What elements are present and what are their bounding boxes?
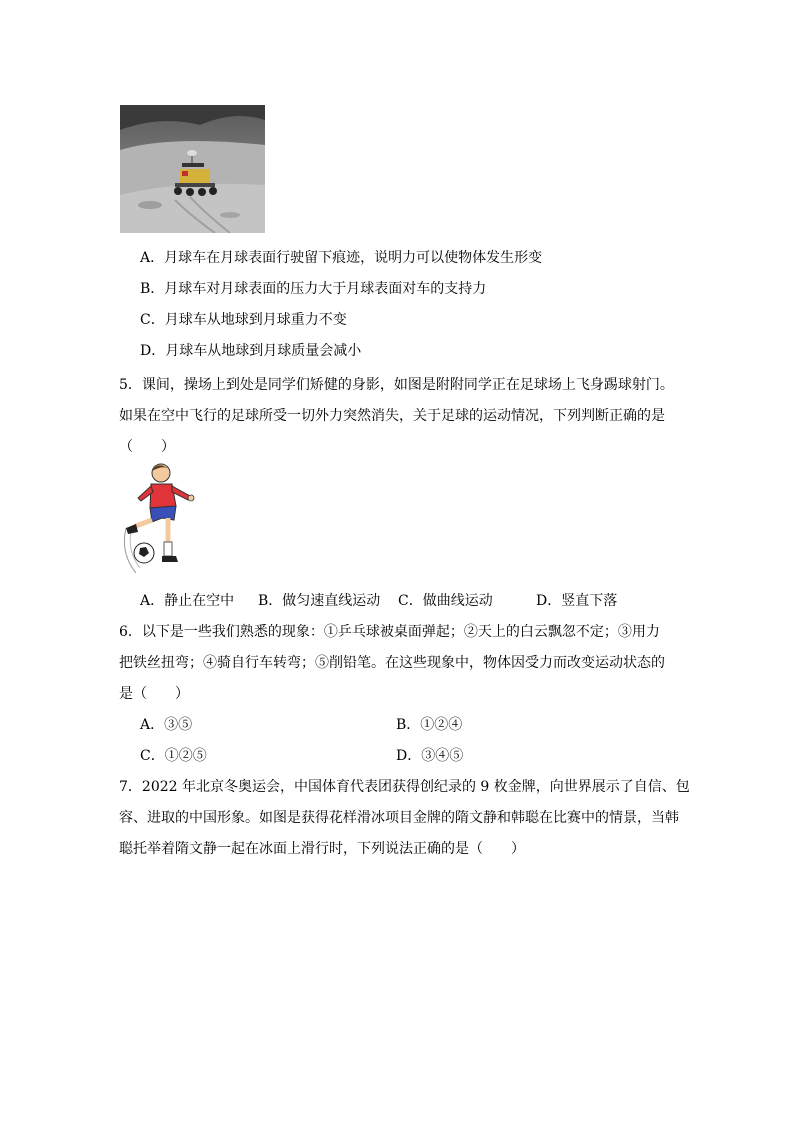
q5-stem-line-3: （ ）: [119, 439, 175, 455]
q6-stem-line-3: 是（ ）: [119, 686, 189, 702]
q5-option-b: B．做匀速直线运动: [258, 593, 381, 609]
q6-option-d: D．③④⑤: [396, 748, 464, 764]
football-kicker-illustration: [118, 458, 203, 576]
q4-option-a: A．月球车在月球表面行驶留下痕迹，说明力可以使物体发生形变: [140, 250, 543, 266]
q6-stem-line-1: 6．以下是一些我们熟悉的现象：①乒乓球被桌面弹起；②天上的白云飘忽不定；③用力: [119, 624, 660, 640]
q7-stem-line-1: 7．2022 年北京冬奥运会，中国体育代表团获得创纪录的 9 枚金牌，向世界展示了自信、包: [119, 779, 690, 795]
q5-option-d: D．竖直下落: [536, 593, 618, 609]
q7-stem-line-2: 容、进取的中国形象。如图是获得花样滑冰项目金牌的隋文静和韩聪在比赛中的情景，当韩: [119, 810, 679, 826]
q5-stem-line-2: 如果在空中飞行的足球所受一切外力突然消失，关于足球的运动情况，下列判断正确的是: [119, 408, 665, 424]
q6-stem-line-2: 把铁丝扭弯；④骑自行车转弯；⑤削铅笔。在这些现象中，物体因受力而改变运动状态的: [119, 655, 665, 671]
q5-option-a: A．静止在空中: [140, 593, 235, 609]
q6-option-a: A．③⑤: [140, 717, 193, 733]
q4-option-b: B．月球车对月球表面的压力大于月球表面对车的支持力: [140, 281, 487, 297]
q4-option-d: D．月球车从地球到月球质量会减小: [140, 343, 362, 359]
q4-option-c: C．月球车从地球到月球重力不变: [140, 312, 347, 328]
lunar-rover-photo: [120, 105, 265, 233]
q6-option-b: B．①②④: [396, 717, 463, 733]
q5-option-c: C．做曲线运动: [398, 593, 493, 609]
q5-stem-line-1: 5．课间，操场上到处是同学们矫健的身影，如图是附附同学正在足球场上飞身踢球射门。: [119, 377, 674, 393]
q7-stem-line-3: 聪托举着隋文静一起在冰面上滑行时，下列说法正确的是（ ）: [119, 841, 525, 857]
q6-option-c: C．①②⑤: [140, 748, 207, 764]
